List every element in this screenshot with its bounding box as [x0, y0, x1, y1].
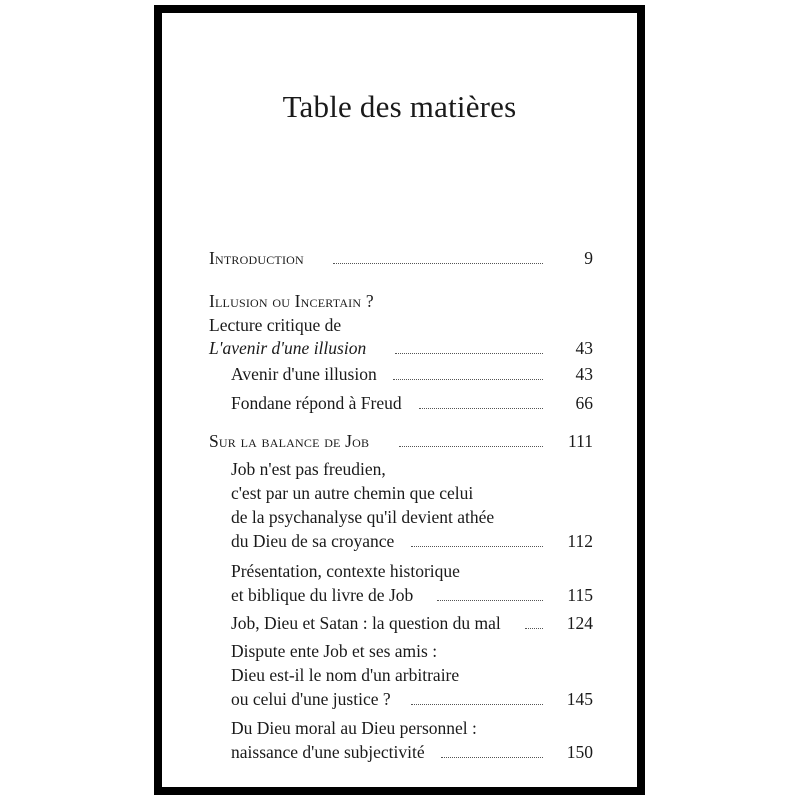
toc-page-number: 145: [566, 689, 593, 709]
dot-leader: [399, 422, 543, 447]
toc-entry-label: Lecture critique de: [209, 315, 342, 335]
dot-leader: [437, 576, 543, 601]
toc-page-number: 9: [584, 248, 593, 268]
toc-entry-label: Introduction: [209, 248, 304, 268]
book-page-frame: [154, 5, 645, 795]
page-title: Table des matières: [282, 89, 517, 124]
toc-entry-label: Job n'est pas freudien,: [231, 459, 386, 479]
toc-page-number: 43: [575, 338, 593, 358]
toc-entry-label: L'avenir d'une illusion: [209, 338, 367, 358]
toc-entry-label: Dispute ente Job et ses amis :: [231, 641, 438, 661]
toc-entry-job-pas-freudien: [231, 529, 593, 553]
dot-leader: [419, 384, 543, 409]
toc-entry-label: ou celui d'une justice ?: [231, 689, 391, 709]
toc-page-number: 115: [567, 585, 593, 605]
dot-leader: [441, 733, 543, 758]
toc-entry-label: Fondane répond à Freud: [231, 393, 402, 413]
toc-entry-question-du-mal: [231, 611, 593, 635]
toc-entry-avenir: [231, 362, 593, 386]
toc-entry-dispute: [231, 687, 593, 711]
toc-entry-label: Dieu est-il le nom d'un arbitraire: [231, 665, 460, 685]
dot-leader: [395, 329, 543, 354]
toc-entry-label: Illusion ou Incertain ?: [209, 291, 374, 311]
toc-entry-heading-line: [231, 639, 593, 663]
toc-page-number: 111: [568, 431, 593, 451]
book-page: [162, 13, 637, 787]
toc-entry-heading-line: [231, 457, 593, 481]
toc-entry-label: Avenir d'une illusion: [231, 364, 377, 384]
toc-entry-label: Présentation, contexte historique: [231, 561, 460, 581]
toc-page-number: 66: [575, 393, 593, 413]
dot-leader: [333, 239, 543, 264]
toc-entry-label: Du Dieu moral au Dieu personnel :: [231, 718, 477, 738]
toc-page-number: 112: [567, 531, 593, 551]
toc-entry-introduction: [209, 246, 593, 270]
toc-entry-label: et biblique du livre de Job: [231, 585, 414, 605]
dot-leader: [411, 522, 543, 547]
toc-entry-label: Sur la balance de Job: [209, 431, 370, 451]
toc-entry-label: c'est par un autre chemin que celui: [231, 483, 474, 503]
toc-entry-label: Job, Dieu et Satan : la question du mal: [231, 613, 501, 633]
toc-entry-fondane: [231, 391, 593, 415]
toc-entry-dieu-personnel: [231, 740, 593, 764]
toc-entry-balance-de-job: [209, 429, 593, 453]
toc-entry-label: de la psychanalyse qu'il devient athée: [231, 507, 495, 527]
toc-page-number: 43: [575, 364, 593, 384]
dot-leader: [411, 680, 543, 705]
dot-leader: [393, 355, 543, 380]
toc-entry-label: naissance d'une subjectivité: [231, 742, 425, 762]
toc-entry-heading-line: [209, 289, 593, 313]
toc-page-number: 124: [566, 613, 593, 633]
toc-entry-label: du Dieu de sa croyance: [231, 531, 395, 551]
toc-page-number: 150: [566, 742, 593, 762]
toc-entry-heading-line: [231, 481, 593, 505]
dot-leader: [525, 604, 543, 629]
